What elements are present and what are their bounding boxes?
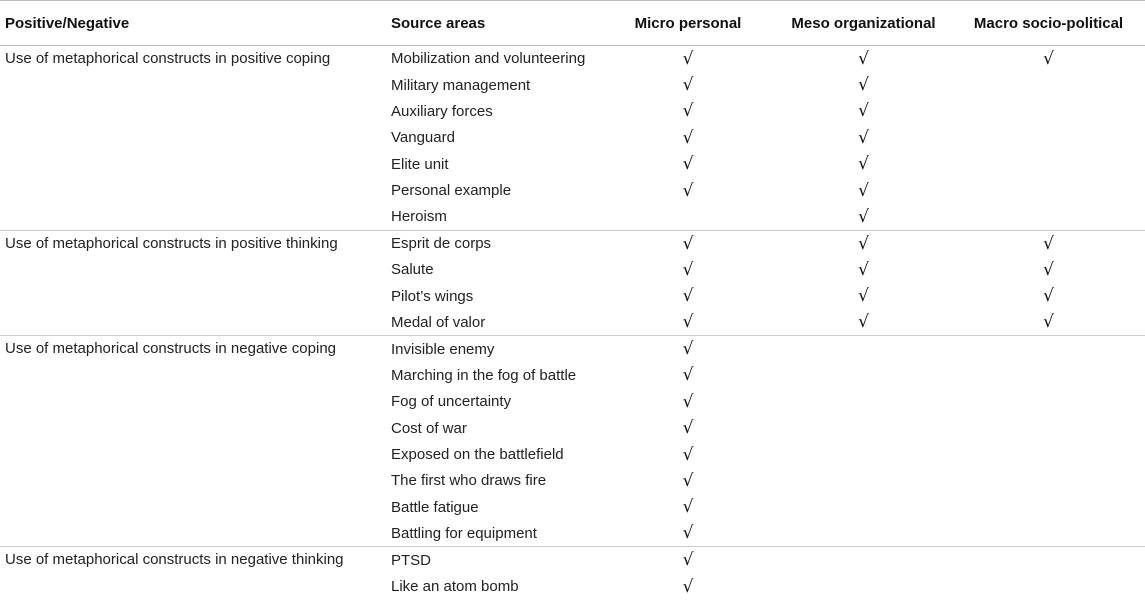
checkmark-icon: √	[682, 497, 694, 518]
source-area-cell: Personal example	[391, 182, 512, 200]
micro-cell	[601, 125, 775, 151]
header-macro-socio-political: Macro socio-political	[952, 1, 1145, 46]
macro-cell	[952, 547, 1145, 573]
meso-cell	[775, 98, 952, 124]
category-cell: Use of metaphorical constructs in negative coping	[0, 336, 391, 547]
checkmark-icon: √	[682, 286, 694, 307]
checkmark-icon: √	[858, 75, 869, 96]
meso-cell	[775, 494, 952, 520]
macro-cell	[952, 230, 1145, 256]
source-area-cell: Elite unit	[391, 155, 449, 173]
meso-cell	[775, 204, 952, 230]
micro-cell	[601, 573, 775, 599]
micro-cell	[601, 230, 775, 256]
source-area-cell: Invisible enemy	[391, 336, 601, 362]
micro-cell	[601, 494, 775, 520]
micro-cell	[601, 362, 775, 388]
category-cell: Use of metaphorical constructs in negative thinking	[0, 547, 391, 600]
meso-cell	[775, 389, 952, 415]
meso-cell	[775, 257, 952, 283]
micro-cell	[601, 46, 775, 72]
source-area-cell: Exposed on the battlefield	[391, 446, 564, 464]
category-cell: Use of metaphorical constructs in positive thinking	[0, 230, 391, 336]
checkmark-icon: √	[858, 48, 869, 69]
checkmark-icon: √	[682, 48, 694, 69]
checkmark-icon: √	[682, 339, 694, 360]
header-source-areas: Source areas	[391, 1, 601, 46]
meso-cell	[775, 230, 952, 256]
checkmark-icon: √	[682, 312, 694, 333]
checkmark-icon: √	[682, 259, 694, 280]
micro-cell	[601, 72, 775, 98]
checkmark-icon: √	[858, 286, 869, 307]
meso-cell	[775, 177, 952, 203]
meso-cell	[775, 362, 952, 388]
checkmark-icon: √	[682, 391, 694, 412]
table-row	[0, 46, 1145, 72]
meso-cell	[775, 521, 952, 547]
micro-cell	[601, 151, 775, 177]
meso-cell	[775, 441, 952, 467]
macro-cell	[952, 441, 1145, 467]
macro-cell	[952, 177, 1145, 203]
checkmark-icon: √	[682, 75, 694, 96]
table-row	[0, 547, 1145, 573]
checkmark-icon: √	[1043, 48, 1054, 69]
macro-cell	[952, 204, 1145, 230]
checkmark-icon: √	[858, 127, 869, 148]
source-area-cell: PTSD	[391, 547, 601, 573]
header-positive-negative: Positive/Negative	[0, 1, 391, 46]
micro-cell	[601, 257, 775, 283]
checkmark-icon: √	[682, 154, 694, 175]
macro-cell	[952, 151, 1145, 177]
meso-cell	[775, 415, 952, 441]
checkmark-icon: √	[682, 365, 694, 386]
meso-cell	[775, 46, 952, 72]
source-area-cell: The first who draws fire	[391, 472, 547, 490]
checkmark-icon: √	[858, 259, 869, 280]
checkmark-icon: √	[1043, 233, 1054, 254]
meso-cell	[775, 151, 952, 177]
header-micro-personal: Micro personal	[601, 1, 775, 46]
checkmark-icon: √	[682, 418, 694, 439]
source-area-cell: Battle fatigue	[391, 498, 479, 516]
checkmark-icon: √	[682, 470, 694, 491]
checkmark-icon: √	[858, 180, 869, 201]
macro-cell	[952, 573, 1145, 599]
checkmark-icon: √	[858, 233, 869, 254]
meso-cell	[775, 468, 952, 494]
source-area-cell: Pilot’s wings	[391, 287, 474, 305]
source-area-cell: Salute	[391, 261, 434, 279]
micro-cell	[601, 177, 775, 203]
source-area-cell: Esprit de corps	[391, 230, 601, 256]
checkmark-icon: √	[682, 444, 694, 465]
macro-cell	[952, 283, 1145, 309]
checkmark-icon: √	[682, 127, 694, 148]
meso-cell	[775, 125, 952, 151]
micro-cell	[601, 415, 775, 441]
header-row	[0, 1, 1145, 46]
meso-cell	[775, 547, 952, 573]
source-area-cell: Heroism	[391, 208, 447, 226]
table-row	[0, 336, 1145, 362]
micro-cell	[601, 283, 775, 309]
macro-cell	[952, 309, 1145, 335]
table-header	[0, 1, 1145, 46]
checkmark-icon: √	[682, 180, 694, 201]
macro-cell	[952, 494, 1145, 520]
macro-cell	[952, 468, 1145, 494]
macro-cell	[952, 389, 1145, 415]
table-body	[0, 46, 1145, 600]
macro-cell	[952, 72, 1145, 98]
source-area-cell: Battling for equipment	[391, 524, 537, 542]
checkmark-icon: √	[682, 523, 694, 544]
source-area-cell: Marching in the fog of battle	[391, 366, 577, 384]
checkmark-icon: √	[858, 154, 869, 175]
meso-cell	[775, 283, 952, 309]
macro-cell	[952, 257, 1145, 283]
source-area-cell: Cost of war	[391, 419, 467, 437]
meso-cell	[775, 309, 952, 335]
checkmark-icon: √	[1043, 312, 1054, 333]
source-area-cell: Mobilization and volunteering	[391, 50, 586, 68]
meso-cell	[775, 72, 952, 98]
source-area-cell: Auxiliary forces	[391, 102, 493, 120]
source-area-cell: Like an atom bomb	[391, 578, 519, 595]
checkmark-icon: √	[1043, 286, 1054, 307]
macro-cell	[952, 336, 1145, 362]
micro-cell	[601, 441, 775, 467]
checkmark-icon: √	[858, 312, 869, 333]
checkmark-icon: √	[858, 206, 869, 227]
checkmark-icon: √	[682, 233, 694, 254]
micro-cell	[601, 521, 775, 547]
source-area-cell: Military management	[391, 76, 531, 94]
source-area-cell: Vanguard	[391, 129, 455, 147]
macro-cell	[952, 98, 1145, 124]
source-area-cell: Medal of valor	[391, 313, 486, 331]
micro-cell	[601, 336, 775, 362]
macro-cell	[952, 125, 1145, 151]
micro-cell	[601, 98, 775, 124]
macro-cell	[952, 521, 1145, 547]
checkmark-icon: √	[858, 101, 869, 122]
micro-cell	[601, 309, 775, 335]
checkmark-icon: √	[682, 550, 694, 571]
meso-cell	[775, 573, 952, 599]
micro-cell	[601, 547, 775, 573]
source-area-cell: Fog of uncertainty	[391, 393, 512, 411]
checkmark-icon: √	[682, 101, 694, 122]
meso-cell	[775, 336, 952, 362]
macro-cell	[952, 362, 1145, 388]
macro-cell	[952, 415, 1145, 441]
category-cell: Use of metaphorical constructs in positive coping	[5, 50, 331, 67]
checkmark-icon: √	[682, 576, 694, 597]
table-row	[0, 230, 1145, 256]
micro-cell	[601, 389, 775, 415]
header-meso-organizational: Meso organizational	[775, 1, 952, 46]
micro-cell	[601, 204, 775, 230]
macro-cell	[952, 46, 1145, 72]
checkmark-icon: √	[1043, 259, 1054, 280]
micro-cell	[601, 468, 775, 494]
